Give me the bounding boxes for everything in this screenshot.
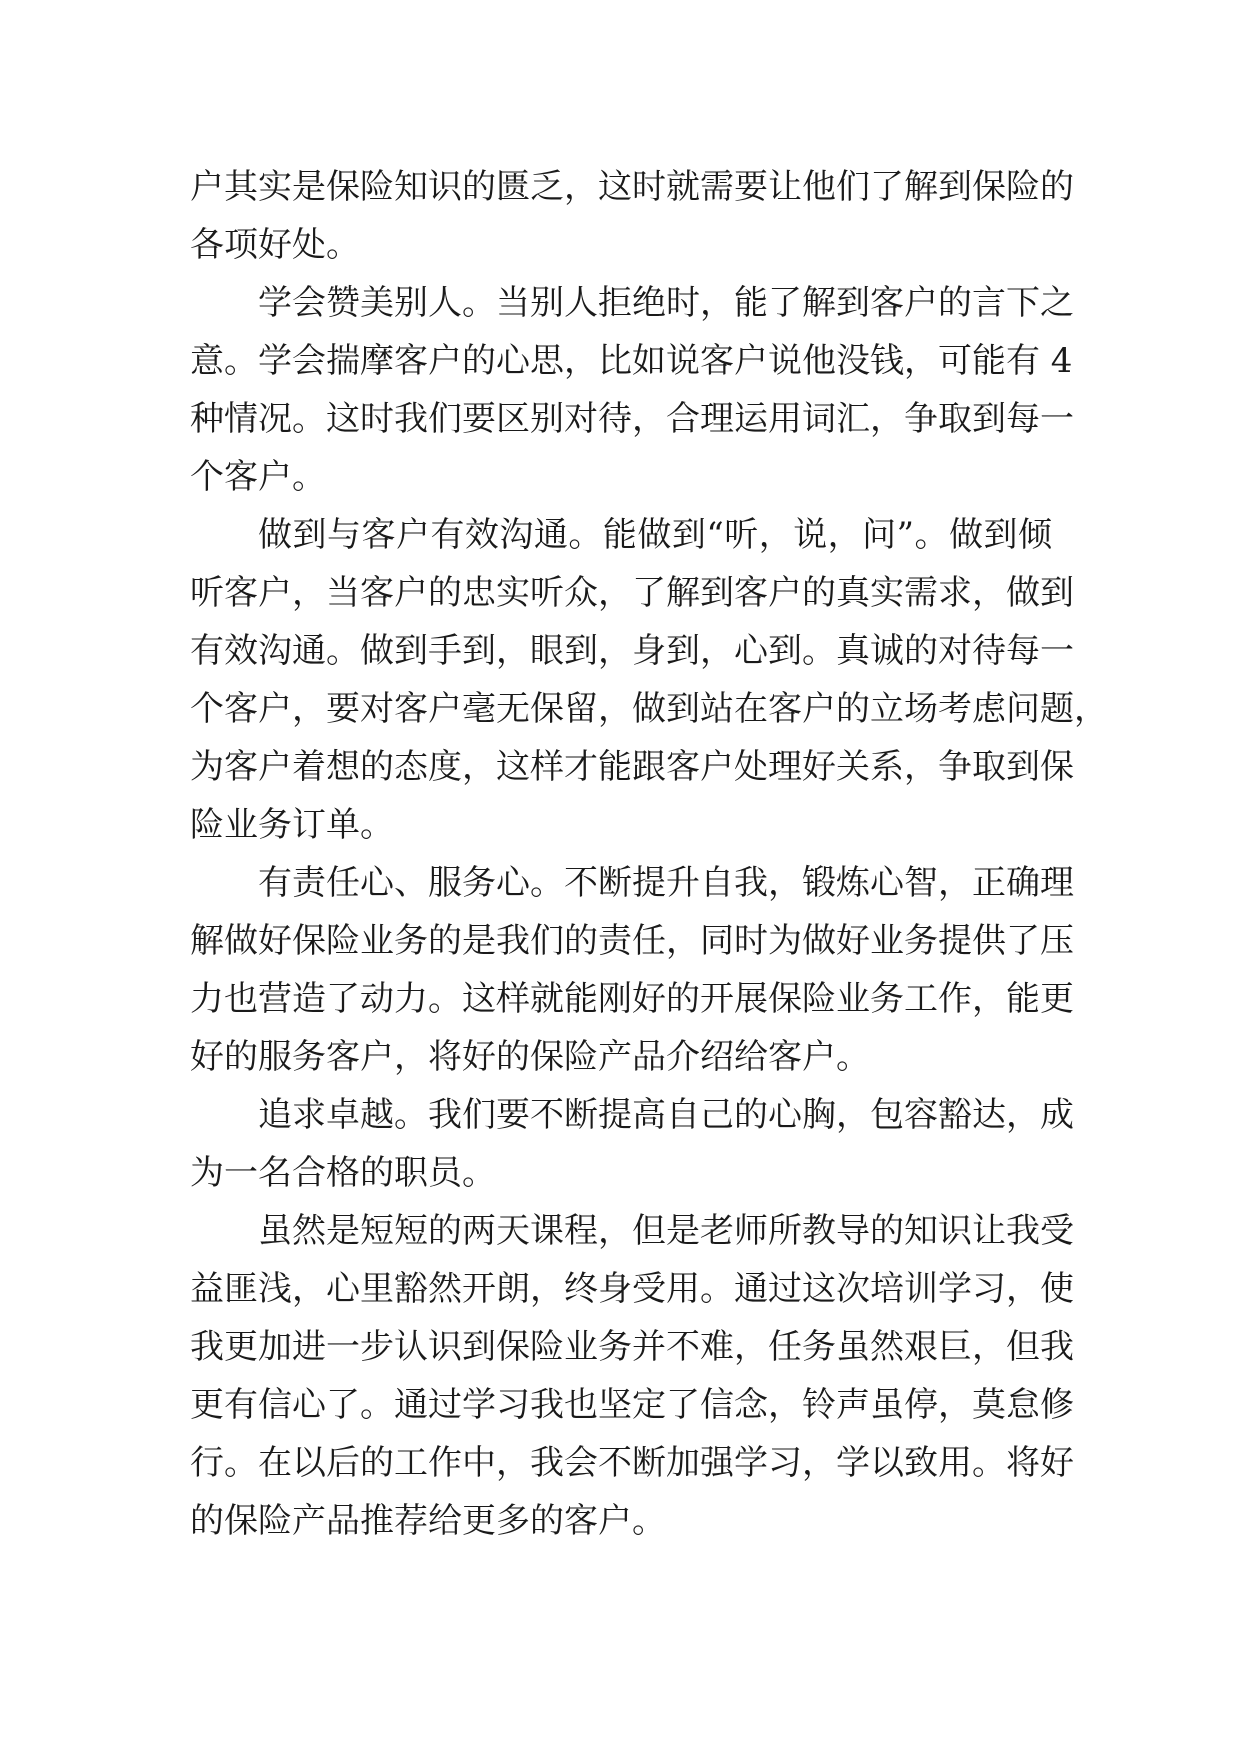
text-line: 虽然是短短的两天课程，但是老师所教导的知识让我受: [258, 1211, 1074, 1251]
text-line: 个客户，要对客户毫无保留，做到站在客户的立场考虑问题，: [190, 689, 1108, 729]
text-line: 听客户，当客户的忠实听众，了解到客户的真实需求，做到: [190, 573, 1074, 613]
text-line: 解做好保险业务的是我们的责任，同时为做好业务提供了压: [190, 921, 1074, 961]
text-line: 险业务订单。: [190, 805, 394, 845]
text-line: 更有信心了。通过学习我也坚定了信念，铃声虽停，莫怠修: [190, 1385, 1074, 1425]
text-line: 行。在以后的工作中，我会不断加强学习，学以致用。将好: [190, 1443, 1074, 1483]
text-line: 个客户。: [190, 457, 326, 497]
text-line: 有效沟通。做到手到，眼到，身到，心到。真诚的对待每一: [190, 631, 1074, 671]
body-text: [190, 158, 1108, 1550]
text-line: 益匪浅，心里豁然开朗，终身受用。通过这次培训学习，使: [190, 1269, 1074, 1309]
text-line: 学会赞美别人。当别人拒绝时，能了解到客户的言下之: [258, 283, 1074, 323]
text-line: 做到与客户有效沟通。能做到“听，说，问”。做到倾: [258, 515, 1052, 555]
text-line: 意。学会揣摩客户的心思，比如说客户说他没钱，可能有 4: [190, 341, 1073, 381]
text-line: 好的服务客户，将好的保险产品介绍给客户。: [190, 1037, 870, 1077]
text-line: 为客户着想的态度，这样才能跟客户处理好关系，争取到保: [190, 747, 1074, 787]
text-line: 有责任心、服务心。不断提升自我，锻炼心智，正确理: [258, 863, 1074, 903]
text-line: 追求卓越。我们要不断提高自己的心胸，包容豁达，成: [258, 1095, 1074, 1135]
text-line: 力也营造了动力。这样就能刚好的开展保险业务工作，能更: [190, 979, 1074, 1019]
text-line: 户其实是保险知识的匮乏，这时就需要让他们了解到保险的: [190, 167, 1074, 207]
text-line: 我更加进一步认识到保险业务并不难，任务虽然艰巨，但我: [190, 1327, 1074, 1367]
text-line: 各项好处。: [190, 225, 360, 265]
text-line: 的保险产品推荐给更多的客户。: [190, 1501, 666, 1541]
text-line: 种情况。这时我们要区别对待，合理运用词汇，争取到每一: [190, 399, 1074, 439]
text-line: 为一名合格的职员。: [190, 1153, 496, 1193]
